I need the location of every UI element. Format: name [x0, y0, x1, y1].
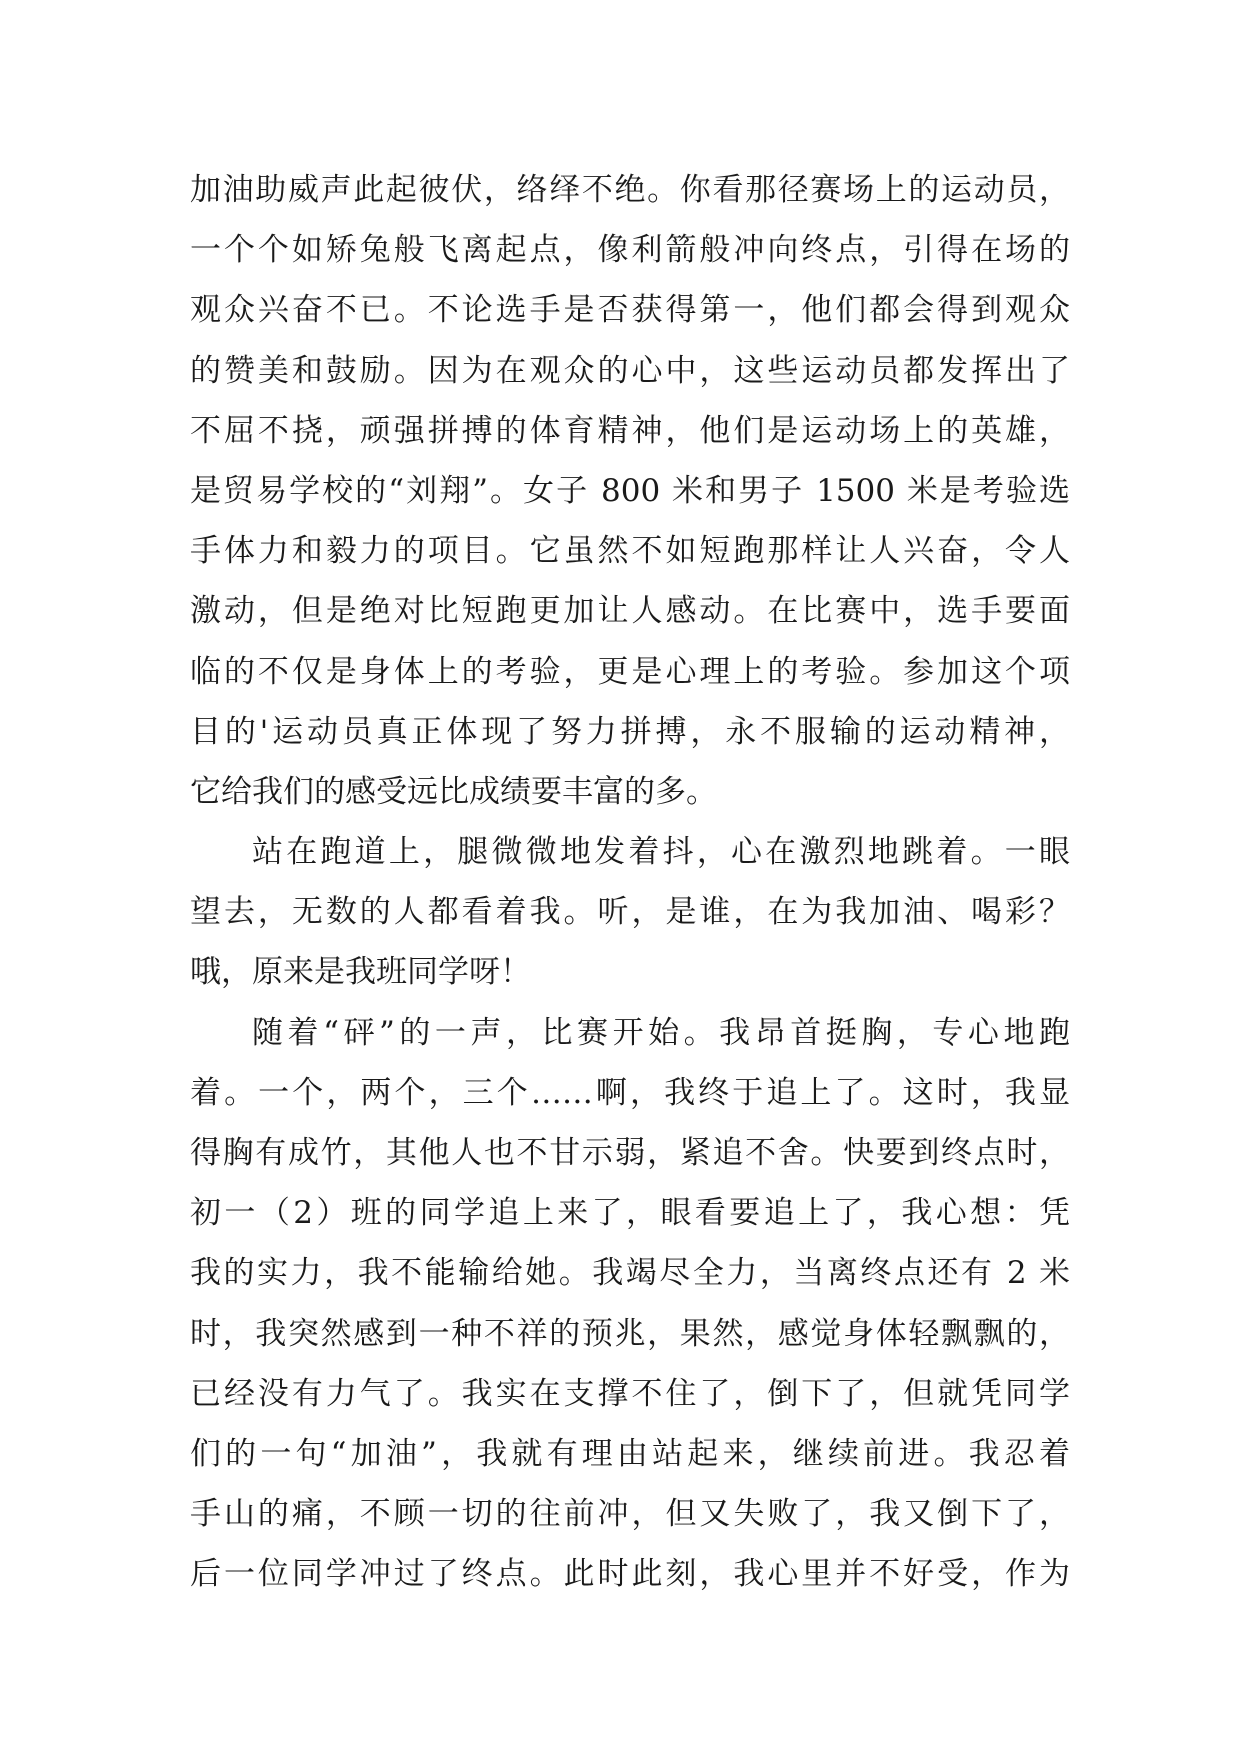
text-line: 的赞美和鼓励。因为在观众的心中，这些运动员都发挥出了 [190, 352, 1070, 389]
text-line: 观众兴奋不已。不论选手是否获得第一，他们都会得到观众 [190, 292, 1070, 329]
text-line: 我的实力，我不能输给她。我竭尽全力，当离终点还有 2 米 [190, 1255, 1070, 1292]
text-line: 已经没有力气了。我实在支撑不住了，倒下了，但就凭同学 [190, 1375, 1070, 1412]
text-line: 激动，但是绝对比短跑更加让人感动。在比赛中，选手要面 [190, 593, 1070, 630]
text-line: 站在跑道上，腿微微地发着抖，心在激烈地跳着。一眼 [252, 834, 1070, 871]
text-line: 们的一句“加油”，我就有理由站起来，继续前进。我忍着 [190, 1435, 1070, 1472]
text-line: 临的不仅是身体上的考验，更是心理上的考验。参加这个项 [190, 653, 1070, 690]
text-line: 得胸有成竹，其他人也不甘示弱，紧追不舍。快要到终点时， [190, 1135, 1070, 1171]
paragraph-3 [190, 1003, 1070, 1605]
text-line: 着。一个，两个，三个……啊，我终于追上了。这时，我显 [190, 1074, 1070, 1111]
text-line: 时，我突然感到一种不祥的预兆，果然，感觉身体轻飘飘的， [190, 1315, 1070, 1352]
text-line: 手体力和毅力的项目。它虽然不如短跑那样让人兴奋，令人 [190, 533, 1070, 570]
paragraph-2 [190, 822, 1070, 1003]
text-line: 手山的痛，不顾一切的往前冲，但又失败了，我又倒下了， [190, 1496, 1070, 1533]
text-line: 加油助威声此起彼伏，络绎不绝。你看那径赛场上的运动员， [190, 172, 1070, 208]
text-line: 它给我们的感受远比成绩要丰富的多。 [190, 773, 717, 810]
text-line: 后一位同学冲过了终点。此时此刻，我心里并不好受，作为 [190, 1556, 1070, 1593]
text-line: 望去，无数的人都看着我。听，是谁，在为我加油、喝彩？ [190, 894, 1070, 931]
text-line: 是贸易学校的“刘翔”。女子 800 米和男子 1500 米是考验选 [190, 472, 1070, 509]
text-line: 哦，原来是我班同学呀！ [190, 954, 531, 991]
body-text [190, 160, 1070, 1605]
text-line: 目的'运动员真正体现了努力拼搏，永不服输的运动精神， [190, 713, 1070, 750]
text-line: 初一（2）班的同学追上来了，眼看要追上了，我心想：凭 [190, 1195, 1070, 1232]
text-line: 随着“砰”的一声，比赛开始。我昂首挺胸，专心地跑 [252, 1014, 1070, 1051]
paragraph-1 [190, 160, 1070, 822]
text-line: 不屈不挠，顽强拼搏的体育精神，他们是运动场上的英雄， [190, 412, 1070, 449]
text-line: 一个个如矫兔般飞离起点，像利箭般冲向终点，引得在场的 [190, 232, 1070, 269]
